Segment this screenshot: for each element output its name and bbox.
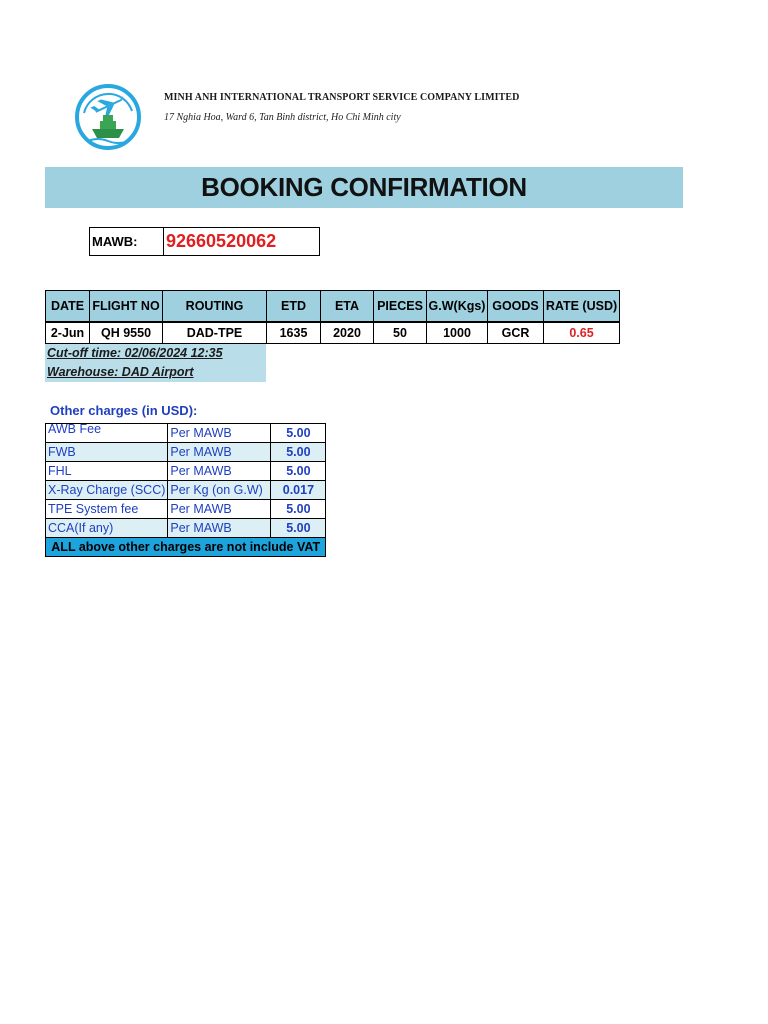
airplane-ship-logo-icon xyxy=(74,83,142,151)
warehouse: Warehouse: DAD Airport xyxy=(47,365,194,379)
charge-amount: 5.00 xyxy=(271,519,326,538)
charge-name: CCA(If any) xyxy=(46,519,168,538)
table-row xyxy=(46,500,326,519)
header-routing: ROUTING xyxy=(163,291,267,323)
table-row xyxy=(46,481,326,500)
charge-amount: 5.00 xyxy=(271,462,326,481)
company-address: 17 Nghia Hoa, Ward 6, Tan Binh district, Ho Chi Minh city xyxy=(164,112,401,123)
header-date: DATE xyxy=(46,291,90,323)
charge-basis: Per MAWB xyxy=(168,462,271,481)
header-etd: ETD xyxy=(267,291,321,323)
flight-table-header xyxy=(46,291,620,323)
charge-basis: Per MAWB xyxy=(168,443,271,462)
cell-rate: 0.65 xyxy=(544,322,620,344)
table-row xyxy=(46,443,326,462)
header-flight-no: FLIGHT NO xyxy=(90,291,163,323)
charge-basis: Per Kg (on G.W) xyxy=(168,481,271,500)
charge-name: FWB xyxy=(46,443,168,462)
charge-basis: Per MAWB xyxy=(168,424,271,443)
header-rate: RATE (USD) xyxy=(544,291,620,323)
header-gw: G.W(Kgs) xyxy=(427,291,488,323)
mawb-number: 92660520062 xyxy=(166,231,277,251)
cell-etd: 1635 xyxy=(267,322,321,344)
other-charges-table xyxy=(45,423,326,557)
cutoff-time: Cut-off time: 02/06/2024 12:35 xyxy=(47,346,223,360)
charge-basis: Per MAWB xyxy=(168,500,271,519)
page-title: BOOKING CONFIRMATION xyxy=(201,172,527,202)
cell-routing: DAD-TPE xyxy=(163,322,267,344)
table-row xyxy=(46,519,326,538)
charge-amount: 0.017 xyxy=(271,481,326,500)
charge-name xyxy=(46,424,168,443)
charge-name: X-Ray Charge (SCC) xyxy=(46,481,168,500)
header-eta: ETA xyxy=(321,291,374,323)
table-row xyxy=(46,322,620,344)
cell-eta: 2020 xyxy=(321,322,374,344)
charge-name: TPE System fee xyxy=(46,500,168,519)
charge-amount: 5.00 xyxy=(271,424,326,443)
charge-basis: Per MAWB xyxy=(168,519,271,538)
flight-table xyxy=(45,290,620,344)
vat-note: ALL above other charges are not include VAT xyxy=(46,538,326,557)
cell-gw: 1000 xyxy=(427,322,488,344)
table-row xyxy=(46,424,326,443)
vat-note-row xyxy=(46,538,326,557)
charge-name: FHL xyxy=(46,462,168,481)
header-goods: GOODS xyxy=(488,291,544,323)
charge-name-text: AWB Fee xyxy=(48,424,102,436)
mawb-label: MAWB: xyxy=(90,228,164,255)
company-name: MINH ANH INTERNATIONAL TRANSPORT SERVICE COMPANY LIMITED xyxy=(164,92,520,103)
cell-flight-no: QH 9550 xyxy=(90,322,163,344)
cutoff-box xyxy=(45,344,266,382)
table-row xyxy=(46,462,326,481)
header-pieces: PIECES xyxy=(374,291,427,323)
charge-amount: 5.00 xyxy=(271,443,326,462)
cell-date: 2-Jun xyxy=(46,322,90,344)
charge-amount: 5.00 xyxy=(271,500,326,519)
cell-pieces: 50 xyxy=(374,322,427,344)
mawb-box xyxy=(89,227,320,256)
other-charges-title: Other charges (in USD): xyxy=(50,403,198,418)
cell-goods: GCR xyxy=(488,322,544,344)
title-bar xyxy=(45,167,683,208)
